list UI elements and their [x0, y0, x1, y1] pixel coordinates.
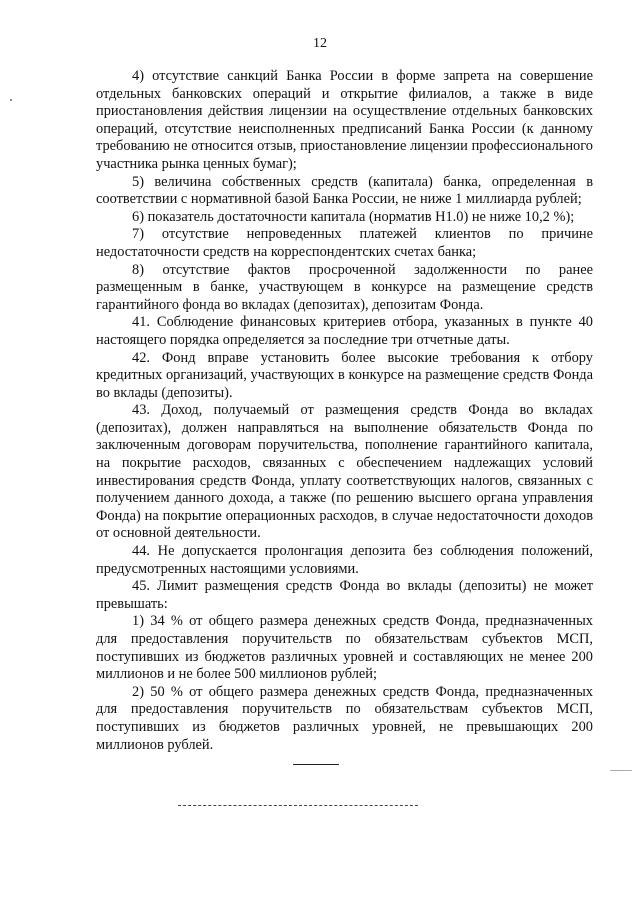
- page-number: 12: [313, 36, 327, 51]
- clause-7: 7) отсутствие непроведенных платежей клиентов по причине недостаточности средств на корреспондентских счетах банка;: [96, 226, 593, 260]
- clause-8: 8) отсутствие фактов просроченной задолженности по ранее размещенным в банке, участвующем в конкурсе на размещение средств гарантийного фонда во вкладах (депозитах), депозитам Фонда.: [96, 261, 593, 313]
- section-43: 43. Доход, получаемый от размещения средств Фонда во вкладах (депозитах), должен направляться на выполнение обязательств Фонда по заключенным договорам поручительства, пополнение гарантийного капитала, на покрытие расходов, связанных с обеспечением надлежащих условий инвестирования средств Фонда, уплату соответствующих налогов, связанных с получением данного дохода, а также (по решению высшего органа управления Фонда) на покрытие операционных расходов, в случае недостаточности доходов от основной деятельности.: [96, 402, 593, 542]
- section-45: 45. Лимит размещения средств Фонда во вклады (депозиты) не может превышать:: [96, 578, 593, 612]
- scan-speck: [10, 99, 12, 101]
- footer-rule: [178, 805, 418, 806]
- clause-5: 5) величина собственных средств (капитала) банка, определенная в соответствии с нормативной базой Банка России, не ниже 1 миллиарда рублей;: [96, 173, 593, 208]
- clause-4: 4) отсутствие санкций Банка России в форме запрета на совершение отдельных банковских операций и открытие филиалов, а также в виде приостановления действия лицензии на осуществление отдельных банковских операций, отсутствие неисполненных предписаний Банка России (к данному требованию не относится отзыв, приостановление лицензии профессионального участника рынка ценных бумаг);: [96, 68, 593, 172]
- section-45-item-1: 1) 34 % от общего размера денежных средств Фонда, предназначенных для предоставления поручительств по обязательствам субъектов МСП, поступивших из бюджетов различных уровней и составляющих не менее 200 миллионов и не более 500 миллионов рублей;: [96, 613, 593, 683]
- section-42: 42. Фонд вправе установить более высокие требования к отбору кредитных организаций, участвующих в конкурсе на размещение средств Фонда во вклады (депозиты).: [96, 349, 593, 401]
- scan-speck: [610, 770, 632, 771]
- end-of-text-mark: [96, 764, 593, 774]
- section-41: 41. Соблюдение финансовых критериев отбора, указанных в пункте 40 настоящего порядка определяется за последние три отчетные даты.: [96, 314, 593, 348]
- section-45-item-2: 2) 50 % от общего размера денежных средств Фонда, предназначенных для предоставления поручительств по обязательствам субъектов МСП, поступивших из бюджетов различных уровней, не превышающих 200 миллионов рублей.: [96, 683, 593, 753]
- clause-6: 6) показатель достаточности капитала (норматив Н1.0) не ниже 10,2 %);: [132, 208, 575, 225]
- section-44: 44. Не допускается пролонгация депозита без соблюдения положений, предусмотренных настоящими условиями.: [96, 543, 593, 577]
- document-body: [96, 68, 593, 774]
- end-of-text-line: [293, 764, 339, 765]
